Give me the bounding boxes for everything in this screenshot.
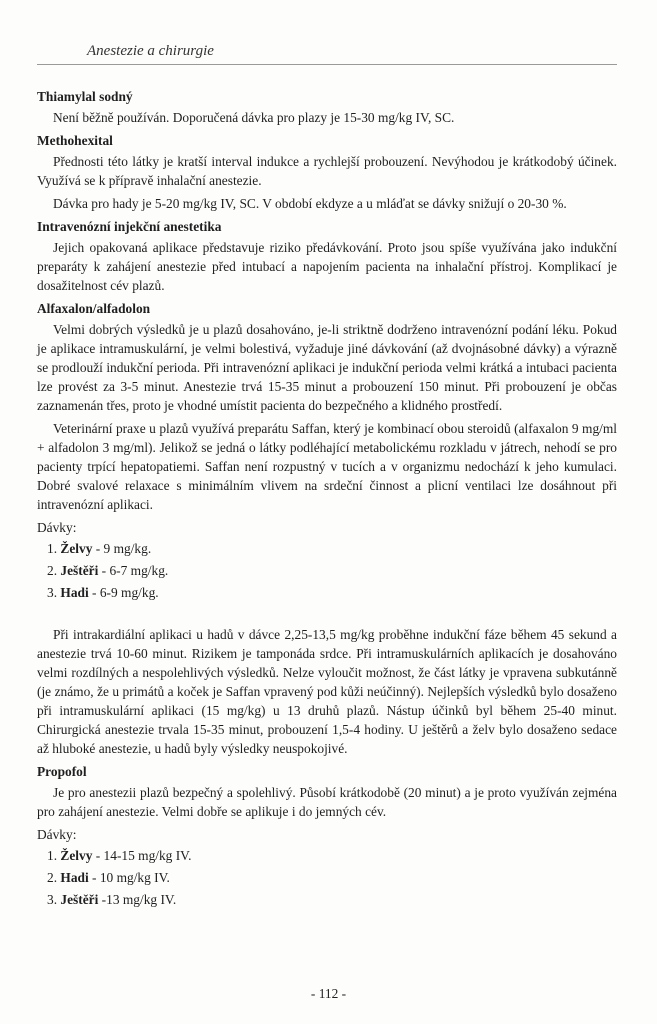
paragraph: Dávka pro hady je 5-20 mg/kg IV, SC. V období ekdyze a u mláďat se dávky snižují o 20-30 %.	[53, 196, 567, 211]
section-heading-iv-anesthetics: Intravenózní injekční anestetika	[37, 219, 222, 234]
dose-value: - 14-15 mg/kg IV.	[92, 848, 192, 863]
dose-item: 3. Hadi - 6-9 mg/kg.	[47, 585, 159, 600]
section-heading-thiamylal: Thiamylal sodný	[37, 89, 133, 104]
section-heading-methohexital: Methohexital	[37, 133, 113, 148]
dose-value: - 6-7 mg/kg.	[98, 563, 169, 578]
dose-item: 1. Želvy - 9 mg/kg.	[47, 541, 152, 556]
paragraph: Veterinární praxe u plazů využívá preparátu Saffan, který je kombinací obou steroidů (alfaxalon 9 mg/ml + alfadolon 3 mg/ml). Jelikož se jedná o látky podléhající metabolickému rozkladu v játrech, nehodí se pro pacienty trpící hepatopatiemi. Saffan není rozpustný v tucích a v organizmu nedochází k jeho kumulaci. Dobré svalové relaxace s minimálním vlivem na srdeční činnost a plicní ventilaci lze dosáhnout při intravenózní aplikaci.	[37, 421, 617, 512]
running-head	[37, 42, 617, 65]
dose-value: -13 mg/kg IV.	[98, 892, 177, 907]
dose-item: 3. Ještěři -13 mg/kg IV.	[47, 892, 177, 907]
dose-value: - 9 mg/kg.	[92, 541, 152, 556]
dose-item: 1. Želvy - 14-15 mg/kg IV.	[47, 848, 192, 863]
dose-animal: Ještěři	[60, 563, 99, 578]
page-content	[37, 85, 617, 912]
dose-value: - 10 mg/kg IV.	[88, 870, 170, 885]
dose-item: 2. Ještěři - 6-7 mg/kg.	[47, 563, 169, 578]
doses-label: Dávky:	[37, 827, 77, 842]
dose-list-alfaxalon	[37, 539, 617, 602]
paragraph: Při intrakardiální aplikaci u hadů v dávce 2,25-13,5 mg/kg proběhne indukční fáze během 45 sekund a anestezie trvá 10-60 minut. Rizikem je tamponáda srdce. Při intramuskulárních aplikacích je dosahováno velmi rozdílných a nespolehlivých výsledků. Nelze vyloučit možnost, že část látky je vpravena subkutánně (je známo, že u primátů a koček je Saffan vpravený pod kůži neúčinný). Nejlepších výsledků bylo dosaženo při intramuskulární aplikaci (15 mg/kg) u 13 druhů plazů. Nástup účinků byl během 25-40 minut. Chirurgická anestezie trvala 15-35 minut, probouzení 1,5-4 hodiny. U ještěrů a želv bylo dosaženo sedace až hluboké anestezie, u hadů byly výsledky neuspokojivé.	[37, 627, 617, 756]
section-heading-alfaxalon: Alfaxalon/alfadolon	[37, 301, 151, 316]
dose-list-propofol	[37, 846, 617, 909]
paragraph: Není běžně používán. Doporučená dávka pro plazy je 15-30 mg/kg IV, SC.	[53, 110, 455, 125]
dose-animal: Hadi	[60, 585, 89, 600]
paragraph: Velmi dobrých výsledků je u plazů dosahováno, je-li striktně dodrženo intravenózní podání léku. Pokud je aplikace intramuskulární, je velmi bolestivá, vyžaduje jiné dávkování (až dvojnásobné dávky) a výrazně se prodlouží indukční perioda. Při intravenózní aplikaci je indukční perioda velmi krátká a intubaci pacienta lze provést za 3-5 minut. Anestezie trvá 15-35 minut a probouzení 150 minut. Při probouzení je občas zaznamenán třes, proto je vhodné umístit pacienta do bezpečného a klidného prostředí.	[37, 322, 617, 413]
doses-label: Dávky:	[37, 520, 77, 535]
paragraph: Je pro anestezii plazů bezpečný a spolehlivý. Působí krátkodobě (20 minut) a je proto využíván zejména pro zahájení anestezie. Velmi dobře se aplikuje i do jemných cév.	[37, 785, 617, 819]
running-head-title: Anestezie a chirurgie	[87, 43, 214, 59]
dose-animal: Želvy	[60, 541, 93, 556]
dose-value: - 6-9 mg/kg.	[88, 585, 159, 600]
paragraph: Jejich opakovaná aplikace představuje riziko předávkování. Proto jsou spíše využívána jako indukční preparáty k zahájení anestezie před intubací a napojením pacienta na inhalační přístroj. Komplikací je dosažitelnost cév plazů.	[37, 240, 617, 293]
dose-animal: Hadi	[60, 870, 89, 885]
dose-animal: Želvy	[60, 848, 93, 863]
dose-animal: Ještěři	[60, 892, 99, 907]
paragraph: Přednosti této látky je kratší interval indukce a rychlejší probouzení. Nevýhodou je krátkodobý účinek. Využívá se k přípravě inhalační anestezie.	[37, 154, 617, 188]
dose-item: 2. Hadi - 10 mg/kg IV.	[47, 870, 170, 885]
section-heading-propofol: Propofol	[37, 764, 87, 779]
page-number: - 112 -	[310, 986, 347, 1001]
